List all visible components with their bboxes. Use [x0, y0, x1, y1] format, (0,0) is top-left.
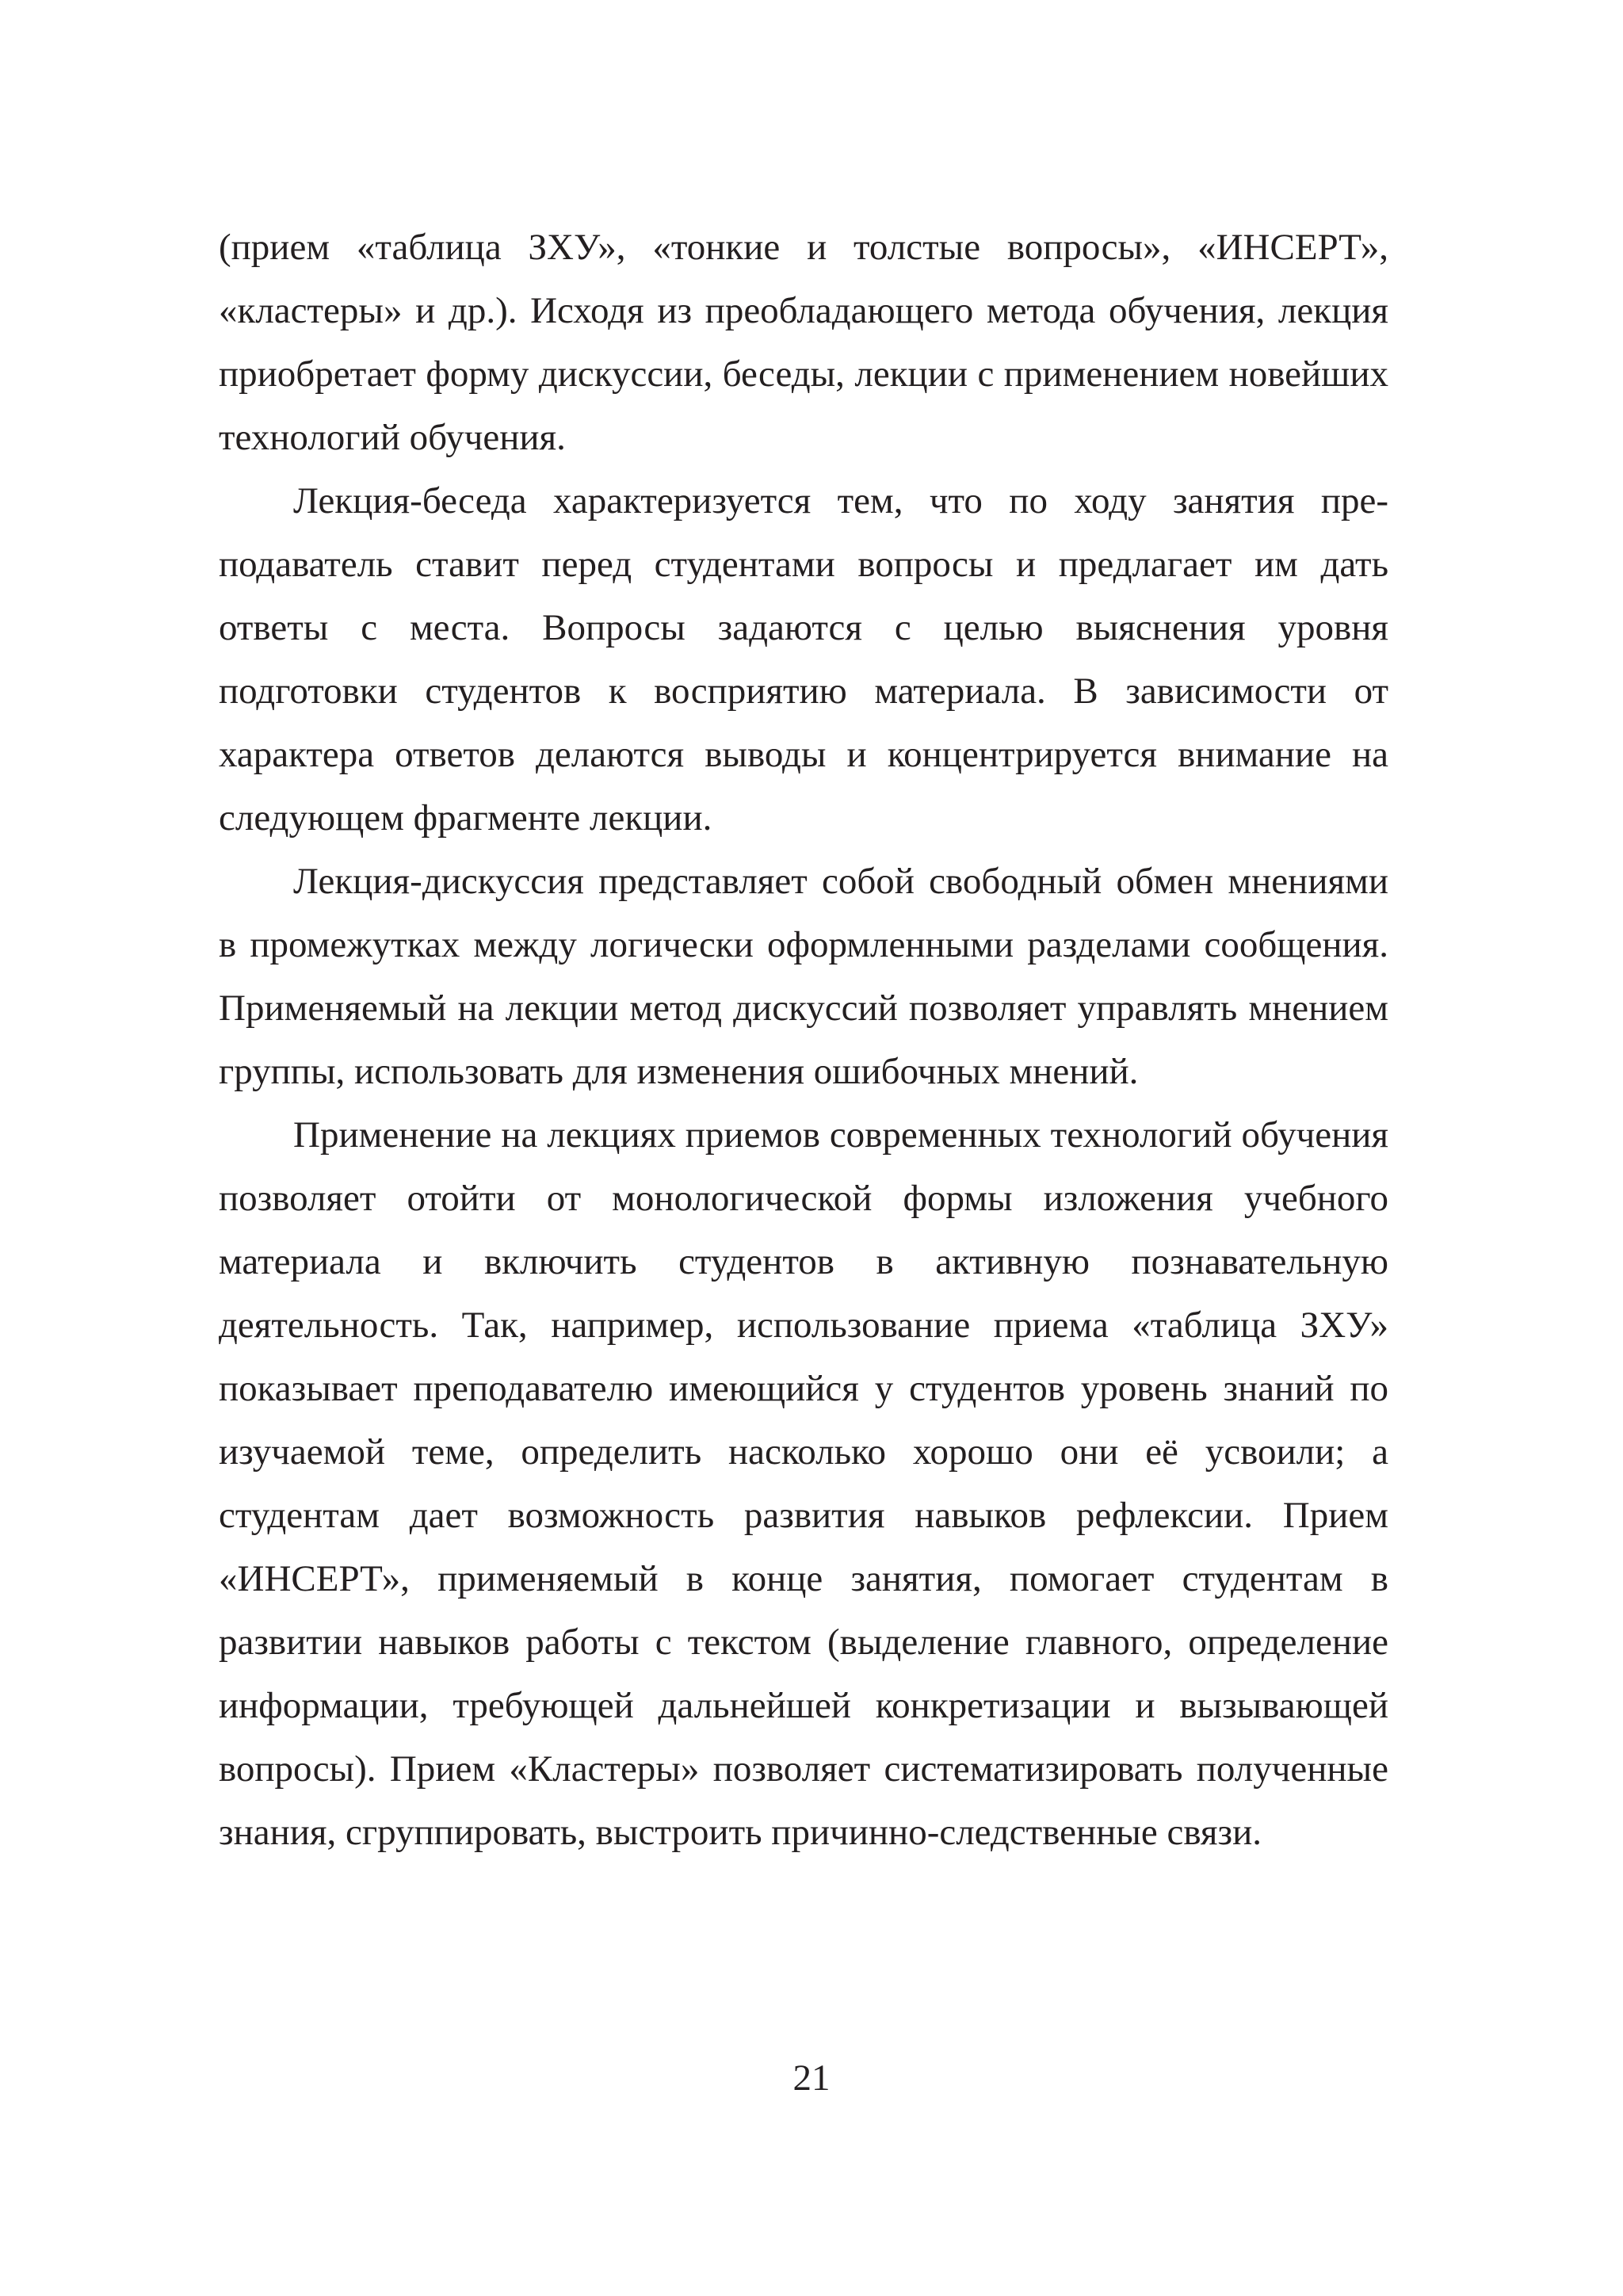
- body-text: [219, 216, 1388, 1864]
- paragraph-continuation: (прием «таблица ЗХУ», «тонкие и толстые вопросы», «ИНСЕРТ», «кластеры» и др.). Исходя из преобладающего метода обучения, лекция приобретает форму дискуссии, беседы, лекции с применением новейших технологий обучения.: [219, 227, 1388, 458]
- paragraph-lecture-conversation: Лекция-беседа характеризуется тем, что по ходу занятия преподаватель ставит перед студентами вопросы и предлагает им дать ответы с места. Вопросы задаются с целью выяснения уровня подготовки студентов к восприятию материала. В зависимости от характера ответов делаются выводы и концентрируется внимание на следующем фрагменте лекции.: [219, 480, 1388, 839]
- paragraph-modern-technologies: Применение на лекциях приемов современных технологий обучения позволяет отойти от монологической формы изложения учебного материала и включить студентов в активную познавательную деятельность. Так, например, использование приема «таблица ЗХУ» показывает преподавателю имеющийся у студентов уровень знаний по изучаемой теме, определить насколько хорошо они её усвоили; а студентам дает возможность развития навыков рефлексии. Прием «ИНСЕРТ», применяемый в конце занятия, помогает студентам в развитии навыков работы с текстом (выделение главного, определение информации, требующей дальнейшей конкретизации и вызывающей вопросы). Прием «Кластеры» позволяет систематизировать полученные знания, сгруппировать, выстроить причинно-следственные связи.: [219, 1114, 1388, 1853]
- paragraph-lecture-discussion: Лекция-дискуссия представляет собой свободный обмен мнениями в промежутках между логически оформленными разделами сообщения. Применяемый на лекции метод дискуссий позволяет управлять мнением группы, использовать для изменения ошибочных мнений.: [219, 861, 1388, 1092]
- page-number: 21: [792, 2057, 831, 2099]
